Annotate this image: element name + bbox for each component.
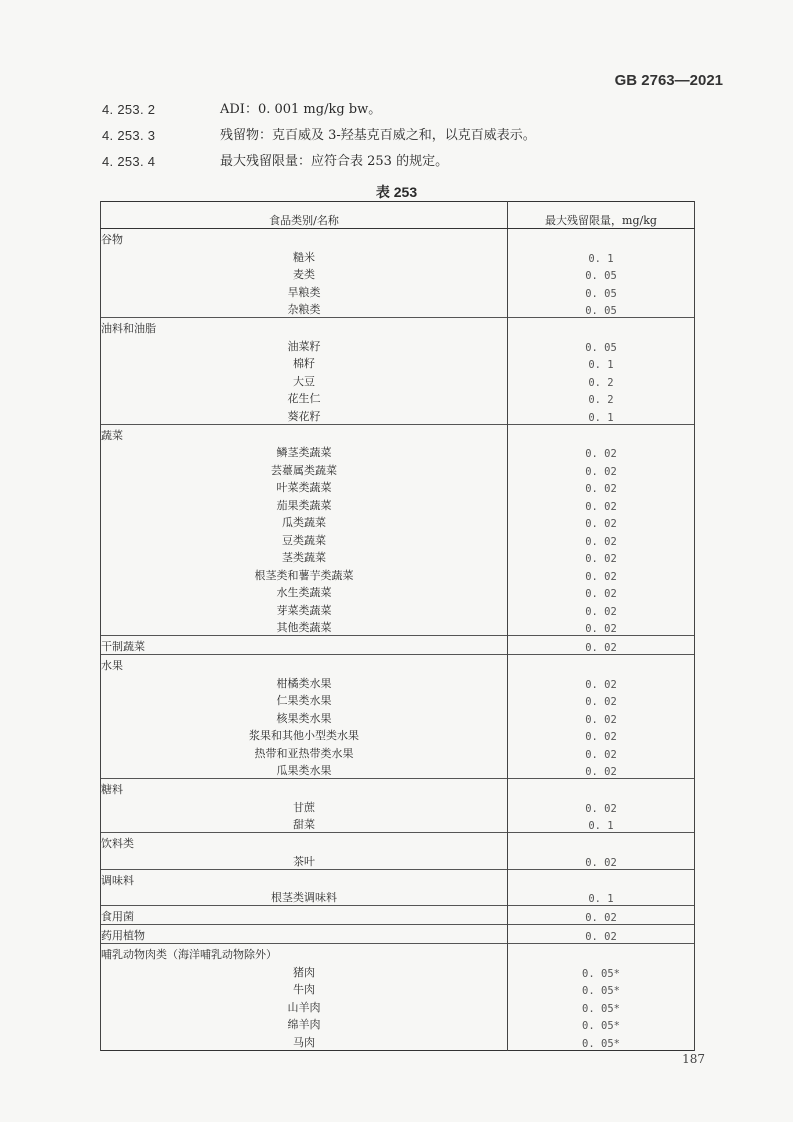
category-mrl-value: 0. 02	[508, 906, 695, 925]
mrl-value: 0. 2	[508, 371, 695, 389]
category-mrl-value	[508, 318, 695, 337]
table-header-row	[101, 202, 695, 229]
food-name: 核果类水果	[101, 708, 508, 726]
mrl-value: 0. 05*	[508, 1015, 695, 1033]
category-row	[101, 925, 695, 944]
category-row	[101, 869, 695, 888]
table-row	[101, 354, 695, 372]
mrl-value: 0. 02	[508, 726, 695, 744]
food-name: 叶菜类蔬菜	[101, 478, 508, 496]
food-name: 芸薹属类蔬菜	[101, 460, 508, 478]
table-row	[101, 530, 695, 548]
category-name: 糖料	[101, 779, 508, 798]
food-name: 甘蔗	[101, 797, 508, 815]
category-mrl-value: 0. 02	[508, 636, 695, 655]
food-name: 猪肉	[101, 962, 508, 980]
table-row	[101, 761, 695, 779]
table-row	[101, 815, 695, 833]
mrl-value: 0. 1	[508, 247, 695, 265]
food-name: 仁果类水果	[101, 691, 508, 709]
food-name: 茄果类蔬菜	[101, 495, 508, 513]
category-mrl-value	[508, 655, 695, 674]
mrl-value: 0. 02	[508, 495, 695, 513]
category-mrl-value	[508, 869, 695, 888]
mrl-value: 0. 05	[508, 300, 695, 318]
food-name: 大豆	[101, 371, 508, 389]
table-row	[101, 997, 695, 1015]
table-row	[101, 513, 695, 531]
food-name: 茶叶	[101, 851, 508, 869]
table-row	[101, 443, 695, 461]
table-row	[101, 247, 695, 265]
category-name: 油料和油脂	[101, 318, 508, 337]
category-mrl-value	[508, 944, 695, 963]
clause-adi	[102, 100, 536, 120]
table-body	[101, 229, 695, 1051]
clause-list	[102, 100, 536, 178]
mrl-value: 0. 1	[508, 354, 695, 372]
category-name: 蔬菜	[101, 424, 508, 443]
mrl-value: 0. 02	[508, 565, 695, 583]
mrl-value: 0. 05	[508, 336, 695, 354]
mrl-value: 0. 05*	[508, 1032, 695, 1050]
mrl-value: 0. 05*	[508, 980, 695, 998]
table-row	[101, 708, 695, 726]
food-name: 油菜籽	[101, 336, 508, 354]
clause-text: ADI：0. 001 mg/kg bw。	[220, 102, 382, 117]
table-row	[101, 726, 695, 744]
food-name: 其他类蔬菜	[101, 618, 508, 636]
food-name: 茎类蔬菜	[101, 548, 508, 566]
mrl-value: 0. 05	[508, 265, 695, 283]
table-row	[101, 888, 695, 906]
clause-number: 4. 253. 2	[102, 102, 156, 117]
table-row	[101, 1015, 695, 1033]
category-row	[101, 424, 695, 443]
table-row	[101, 336, 695, 354]
mrl-value: 0. 1	[508, 406, 695, 424]
category-name: 食用菌	[101, 906, 508, 925]
food-name: 甜菜	[101, 815, 508, 833]
mrl-value: 0. 02	[508, 618, 695, 636]
food-name: 棉籽	[101, 354, 508, 372]
table-row	[101, 406, 695, 424]
food-name: 根茎类调味料	[101, 888, 508, 906]
header-max-residue-limit: 最大残留限量，mg/kg	[508, 202, 695, 229]
mrl-value: 0. 1	[508, 888, 695, 906]
table-row	[101, 797, 695, 815]
mrl-value: 0. 02	[508, 797, 695, 815]
clause-number: 4. 253. 4	[102, 154, 156, 169]
food-name: 葵花籽	[101, 406, 508, 424]
mrl-value: 0. 02	[508, 600, 695, 618]
table-row	[101, 265, 695, 283]
table-row	[101, 1032, 695, 1050]
category-row	[101, 318, 695, 337]
mrl-value: 0. 05*	[508, 997, 695, 1015]
category-name: 药用植物	[101, 925, 508, 944]
table-row	[101, 743, 695, 761]
food-name: 花生仁	[101, 389, 508, 407]
food-name: 瓜类蔬菜	[101, 513, 508, 531]
mrl-value: 0. 02	[508, 761, 695, 779]
food-name: 豆类蔬菜	[101, 530, 508, 548]
category-name: 哺乳动物肉类（海洋哺乳动物除外）	[101, 944, 508, 963]
mrl-value: 0. 02	[508, 513, 695, 531]
mrl-value: 0. 02	[508, 743, 695, 761]
mrl-value: 0. 02	[508, 478, 695, 496]
mrl-value: 0. 05*	[508, 962, 695, 980]
food-name: 山羊肉	[101, 997, 508, 1015]
table-row	[101, 691, 695, 709]
category-name: 水果	[101, 655, 508, 674]
mrl-value: 0. 02	[508, 548, 695, 566]
food-name: 柑橘类水果	[101, 673, 508, 691]
food-name: 马肉	[101, 1032, 508, 1050]
mrl-value: 0. 2	[508, 389, 695, 407]
header-food-category: 食品类别/名称	[101, 202, 508, 229]
table-row	[101, 495, 695, 513]
table-row	[101, 282, 695, 300]
clause-mrl	[102, 152, 536, 172]
category-mrl-value	[508, 229, 695, 248]
category-row	[101, 944, 695, 963]
table-row	[101, 583, 695, 601]
table-title: 表 253	[375, 184, 418, 200]
category-row	[101, 636, 695, 655]
category-name: 干制蔬菜	[101, 636, 508, 655]
mrl-value: 0. 02	[508, 530, 695, 548]
table-row	[101, 851, 695, 869]
table-row	[101, 548, 695, 566]
category-name: 谷物	[101, 229, 508, 248]
mrl-value: 0. 02	[508, 443, 695, 461]
food-name: 浆果和其他小型类水果	[101, 726, 508, 744]
category-mrl-value	[508, 779, 695, 798]
category-name: 调味料	[101, 869, 508, 888]
food-name: 水生类蔬菜	[101, 583, 508, 601]
table-row	[101, 565, 695, 583]
category-row	[101, 779, 695, 798]
food-name: 旱粮类	[101, 282, 508, 300]
clause-residue	[102, 126, 536, 146]
category-mrl-value: 0. 02	[508, 925, 695, 944]
mrl-value: 0. 02	[508, 708, 695, 726]
category-mrl-value	[508, 833, 695, 852]
mrl-table	[100, 201, 695, 1051]
table-row	[101, 673, 695, 691]
standard-code: GB 2763—2021	[614, 72, 723, 89]
table-row	[101, 300, 695, 318]
category-row	[101, 833, 695, 852]
food-name: 糙米	[101, 247, 508, 265]
category-name: 饮料类	[101, 833, 508, 852]
mrl-value: 0. 02	[508, 673, 695, 691]
table-row	[101, 980, 695, 998]
food-name: 根茎类和薯芋类蔬菜	[101, 565, 508, 583]
category-row	[101, 229, 695, 248]
mrl-value: 0. 02	[508, 583, 695, 601]
clause-number: 4. 253. 3	[102, 128, 156, 143]
mrl-value: 0. 02	[508, 460, 695, 478]
food-name: 麦类	[101, 265, 508, 283]
clause-text: 残留物：克百威及 3-羟基克百威之和，以克百威表示。	[220, 128, 536, 143]
table-row	[101, 478, 695, 496]
food-name: 牛肉	[101, 980, 508, 998]
page-number: 187	[682, 1052, 705, 1066]
mrl-value: 0. 02	[508, 851, 695, 869]
food-name: 瓜果类水果	[101, 761, 508, 779]
mrl-value: 0. 02	[508, 691, 695, 709]
table-row	[101, 962, 695, 980]
mrl-value: 0. 05	[508, 282, 695, 300]
category-mrl-value	[508, 424, 695, 443]
food-name: 热带和亚热带类水果	[101, 743, 508, 761]
category-row	[101, 906, 695, 925]
food-name: 杂粮类	[101, 300, 508, 318]
mrl-value: 0. 1	[508, 815, 695, 833]
category-row	[101, 655, 695, 674]
clause-text: 最大残留限量：应符合表 253 的规定。	[220, 154, 449, 169]
food-name: 绵羊肉	[101, 1015, 508, 1033]
table-row	[101, 389, 695, 407]
table-row	[101, 618, 695, 636]
food-name: 芽菜类蔬菜	[101, 600, 508, 618]
table-row	[101, 371, 695, 389]
table-row	[101, 600, 695, 618]
table-row	[101, 460, 695, 478]
food-name: 鳞茎类蔬菜	[101, 443, 508, 461]
